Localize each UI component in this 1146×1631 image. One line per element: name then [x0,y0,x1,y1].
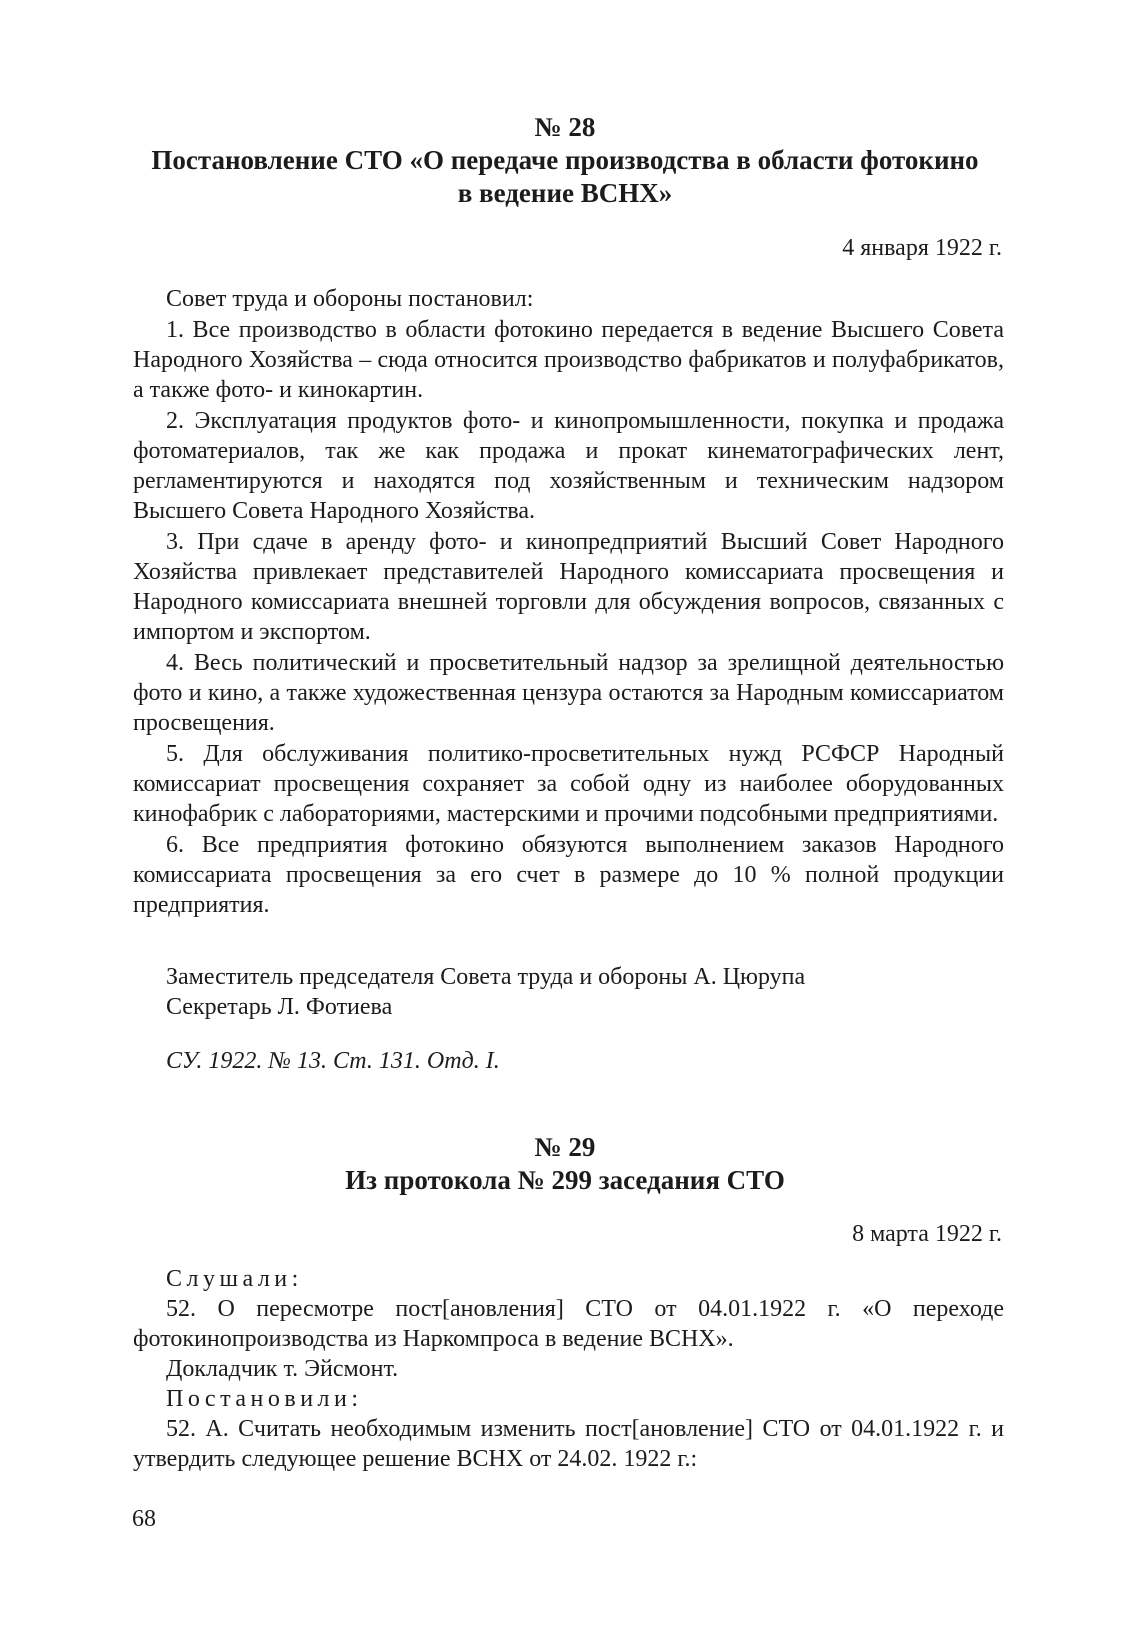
doc28-paragraph: 3. При сдаче в аренду фото- и кинопредприятий Высший Совет Народного Хозяйства привлекает представителей Народного комиссариата просвещения и Народного комиссариата внешней торговли для обсуждения вопросов, связанных с импортом и экспортом. [133,529,1004,645]
doc29-body [133,1264,1004,1474]
doc28-paragraph: Совет труда и обороны постановил: [166,286,534,312]
signature-deputy-chairman: Заместитель председателя Совета труда и обороны А. Цюрупа [166,964,806,990]
doc28-title-line1: Постановление СТО «О передаче производства в области фотокино [151,145,979,175]
heard-text: 52. О пересмотре пост[ановления] СТО от 04.01.1922 г. «О переходе фотокинопроизводства из Наркомпроса в ведение ВСНХ». [133,1296,1004,1352]
doc28-title-line2: в ведение ВСНХ» [457,178,673,208]
doc29-number: № 29 [534,1132,596,1162]
doc28-body [133,284,1004,920]
speaker-line: Докладчик т. Эйсмонт. [166,1356,399,1382]
resolved-label: Постановили: [166,1386,363,1412]
doc28-paragraph: 2. Эксплуатация продуктов фото- и кинопромышленности, покупка и продажа фотоматериалов, так же как продажа и прокат кинематографических лент, регламентируются и находятся под хозяйственным и техническим надзором Высшего Совета Народного Хозяйства. [133,408,1004,524]
doc28-date: 4 января 1922 г. [842,235,1002,261]
doc29-date: 8 марта 1922 г. [852,1221,1002,1247]
signature-secretary: Секретарь Л. Фотиева [166,994,393,1020]
doc29-title: Из протокола № 299 заседания СТО [345,1165,785,1195]
doc28-paragraph: 6. Все предприятия фотокино обязуются выполнением заказов Народного комиссариата просвещения за его счет в размере до 10 % полной продукции предприятия. [133,832,1004,918]
resolved-text: 52. А. Считать необходимым изменить пост[ановление] СТО от 04.01.1922 г. и утвердить следующее решение ВСНХ от 24.02. 1922 г.: [133,1416,1004,1472]
doc28-signatures [166,962,805,1022]
doc28-paragraph: 1. Все производство в области фотокино передается в ведение Высшего Совета Народного Хозяйства – сюда относится производство фабрикатов и полуфабрикатов, а также фото- и кинокартин. [133,317,1004,403]
heard-label: Слушали: [166,1266,303,1292]
doc28-number: № 28 [534,112,596,142]
doc28-paragraph: 5. Для обслуживания политико-просветительных нужд РСФСР Народный комиссариат просвещения сохраняет за собой одну из наиболее оборудованных кинофабрик с лабораториями, мастерскими и прочими подсобными предприятиями. [133,741,1004,827]
doc28-source-reference: СУ. 1922. № 13. Ст. 131. Отд. I. [166,1048,500,1074]
doc28-paragraph: 4. Весь политический и просветительный надзор за зрелищной деятельностью фото и кино, а также художественная цензура остаются за Народным комиссариатом просвещения. [133,650,1004,736]
page-number: 68 [132,1506,156,1532]
